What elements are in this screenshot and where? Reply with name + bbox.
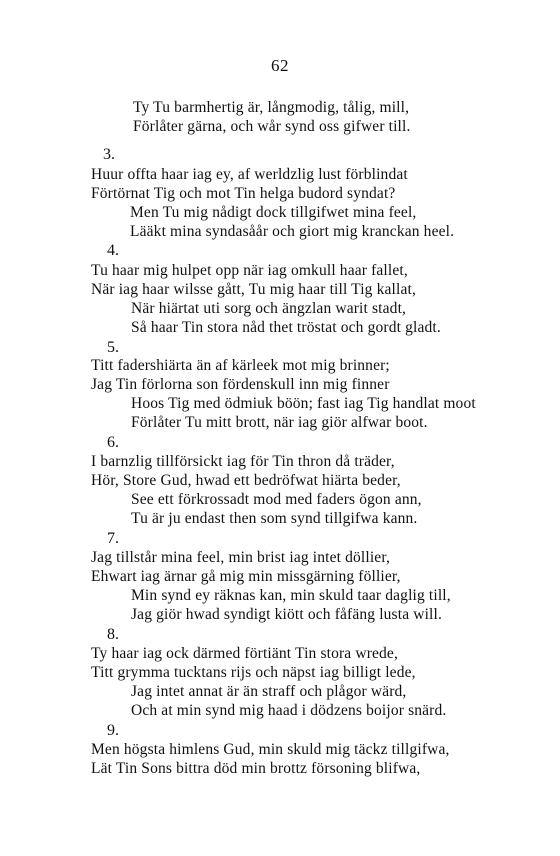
- verse-line: Tu är ju endast then som synd tillgifwa kann.: [131, 510, 418, 527]
- verse-line: Förtörnat Tig och mot Tin helga budord syndat?: [91, 185, 396, 202]
- verse-number: 4.: [107, 242, 119, 259]
- verse-line: Huur offta haar iag ey, af werldzlig lust förblindat: [91, 166, 408, 183]
- verse-line: Min synd ey räknas kan, min skuld taar daglig till,: [131, 587, 451, 604]
- verse-line: See ett förkrossadt mod med faders ögon ann,: [131, 491, 422, 508]
- verse-line: Förlåter gärna, och wår synd oss gifwer till.: [133, 118, 411, 135]
- verse-line: Så haar Tin stora nåd thet tröstat och gordt gladt.: [131, 319, 441, 336]
- verse-line: När iag haar wilsse gått, Tu mig haar till Tig kallat,: [91, 281, 416, 298]
- verse-line: Lääkt mina syndasåår och giort mig kranckan heel.: [130, 223, 455, 240]
- verse-line: Ty haar iag ock därmed förtiänt Tin stora wrede,: [91, 645, 398, 662]
- verse-line: Men högsta himlens Gud, min skuld mig täckz tillgifwa,: [91, 741, 450, 758]
- verse-number: 5.: [107, 339, 119, 356]
- verse-line: Tu haar mig hulpet opp när iag omkull haar fallet,: [91, 262, 408, 279]
- verse-line: Men Tu mig nådigt dock tillgifwet mina feel,: [130, 204, 417, 221]
- verse-line: Förlåter Tu mitt brott, när iag giör alfwar boot.: [131, 414, 428, 431]
- verse-line: Hör, Store Gud, hwad ett bedröfwat hiärta beder,: [91, 472, 401, 489]
- verse-line: I barnzlig tillförsickt iag för Tin thron då träder,: [91, 453, 395, 470]
- verse-line: Titt grymma tucktans rijs och näpst iag billigt lede,: [91, 664, 416, 681]
- verse-line: Lät Tin Sons bittra död min brottz försoning blifwa,: [91, 760, 421, 777]
- verse-line: Jag intet annat är än straff och plågor wärd,: [131, 683, 407, 700]
- verse-line: Jag Tin förlorna son fördenskull inn mig finner: [91, 376, 390, 393]
- verse-line: Och at min synd mig haad i dödzens boijor snärd.: [131, 702, 447, 719]
- verse-number: 6.: [107, 434, 119, 451]
- verse-number: 7.: [107, 530, 119, 547]
- verse-line: När hiärtat uti sorg och ängzlan warit stadt,: [131, 300, 407, 317]
- verse-line: Jag giör hwad syndigt kiött och fåfäng lusta will.: [131, 606, 442, 623]
- verse-number: 3.: [103, 146, 115, 163]
- verse-line: Ty Tu barmhertig är, långmodig, tålig, mill,: [133, 99, 410, 116]
- verse-line: Hoos Tig med ödmiuk böön; fast iag Tig handlat moot: [131, 395, 476, 412]
- verse-line: Jag tillstår mina feel, min brist iag intet döllier,: [91, 549, 391, 566]
- verse-line: Titt fadershiärta än af kärleek mot mig brinner;: [91, 357, 390, 374]
- page-number: 62: [271, 56, 289, 75]
- verse-line: Ehwart iag ärnar gå mig min missgärning föllier,: [91, 568, 401, 585]
- verse-number: 9.: [107, 722, 119, 739]
- verse-number: 8.: [107, 626, 119, 643]
